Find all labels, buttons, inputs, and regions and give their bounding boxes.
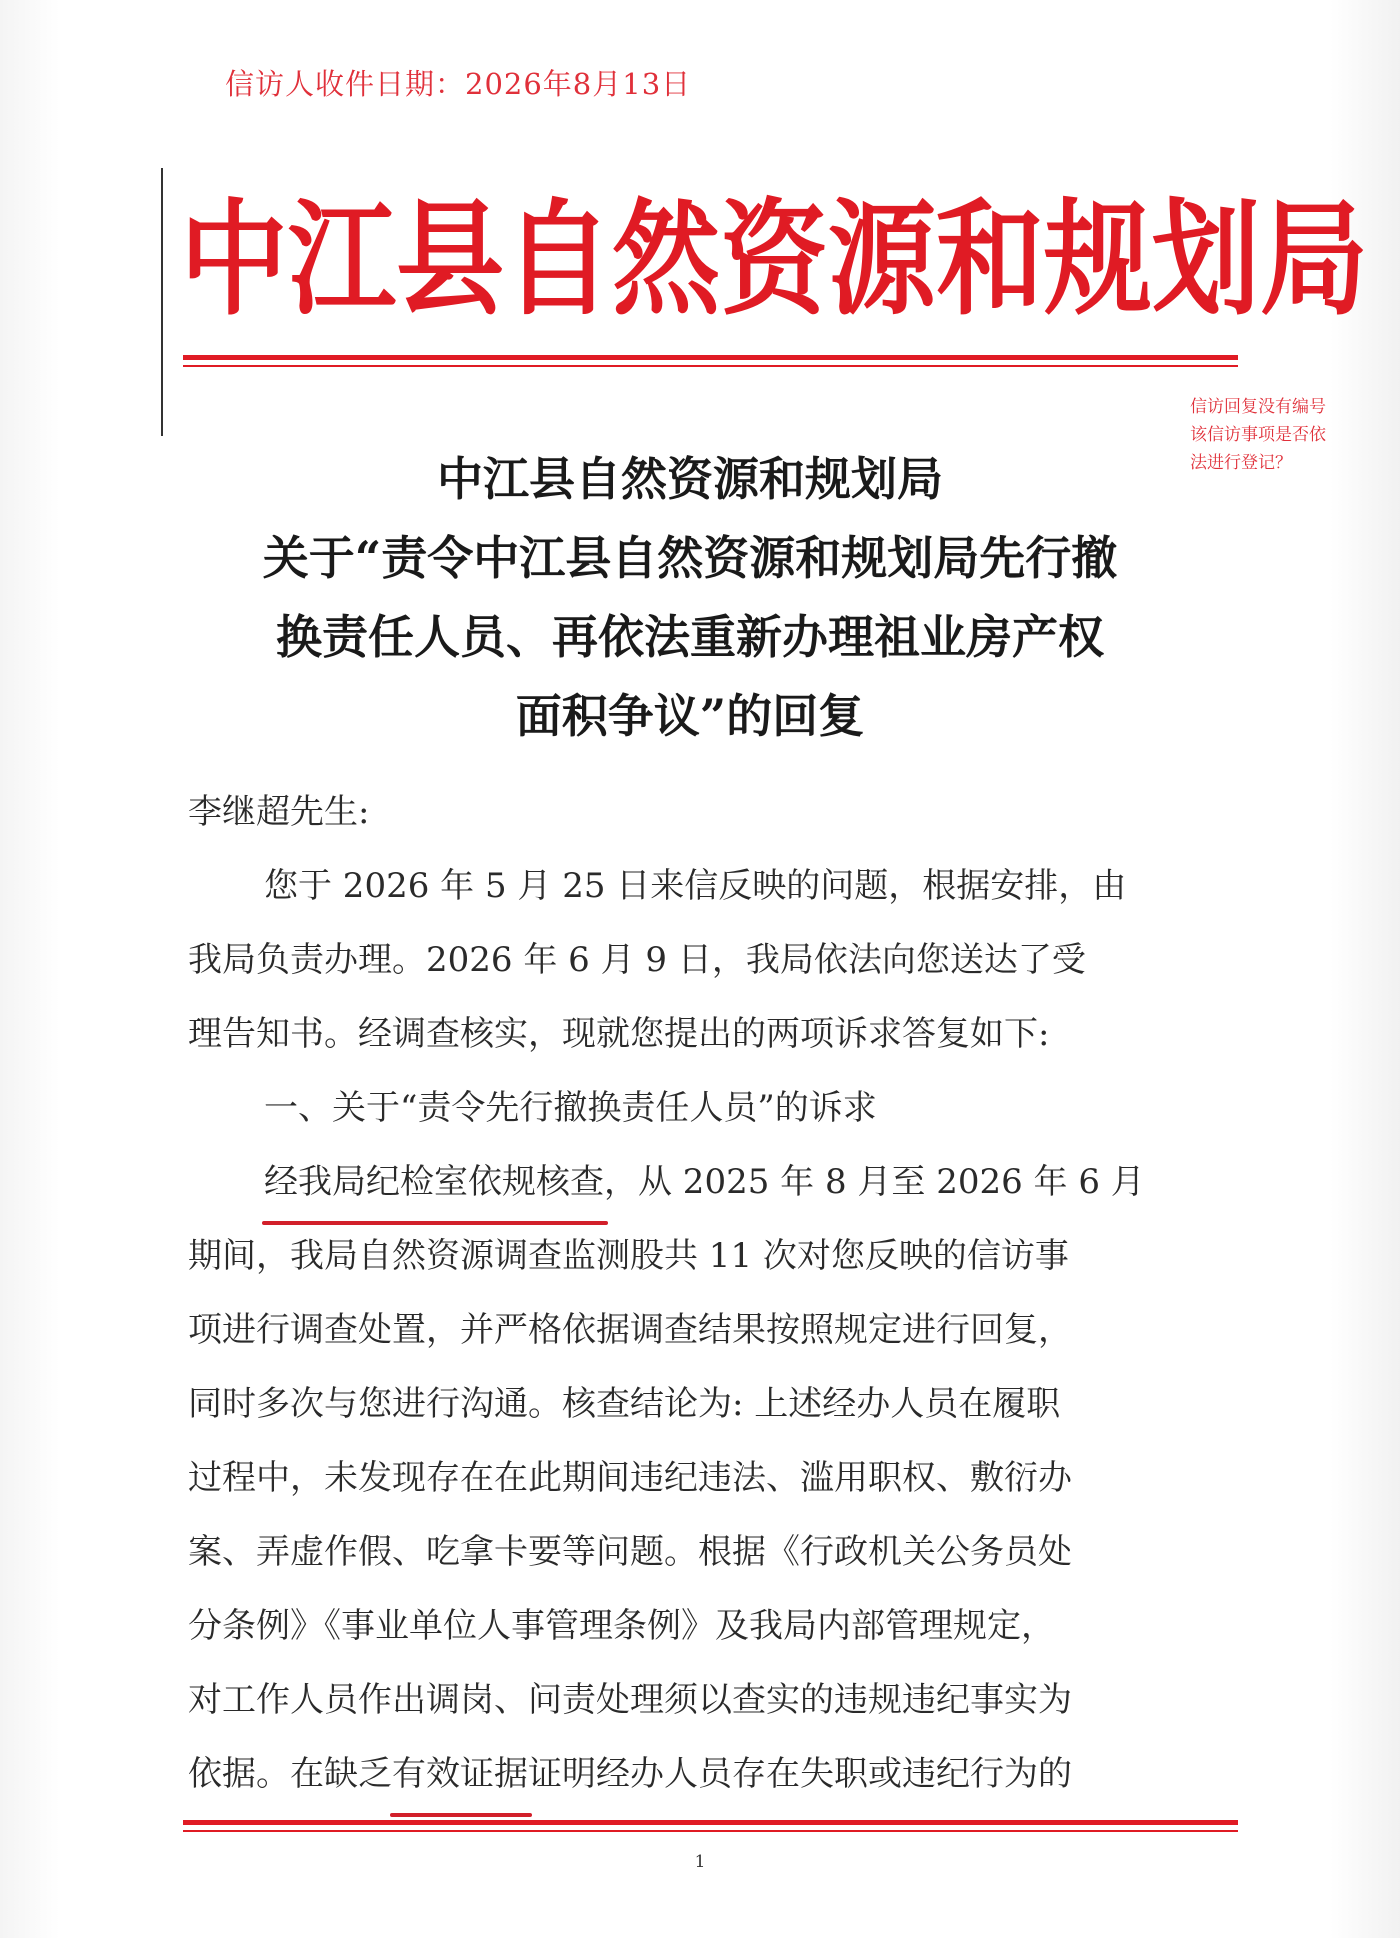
paragraph-line: 同时多次与您进行沟通。核查结论为: 上述经办人员在履职	[188, 1384, 1061, 1424]
title-line: 面积争议”的回复	[515, 689, 865, 743]
paragraph-line: 理告知书。经调查核实，现就您提出的两项诉求答复如下:	[188, 1014, 1050, 1054]
paragraph-text: 依据。在缺乏	[188, 1754, 392, 1794]
side-annotation-line: 该信访事项是否依	[1190, 425, 1326, 445]
paragraph-line: 案、弄虚作假、吃拿卡要等问题。根据《行政机关公务员处	[188, 1532, 1072, 1572]
page-number: 1	[694, 1852, 706, 1872]
paragraph-text: 证明经办人员存在失职或违纪行为的	[528, 1754, 1072, 1794]
document-title	[160, 440, 1220, 756]
underlined-phrase: 有效证据	[392, 1737, 528, 1811]
title-line: 关于“责令中江县自然资源和规划局先行撤	[262, 531, 1118, 585]
paragraph-line: 您于 2026 年 5 月 25 日来信反映的问题，根据安排，由	[264, 866, 1127, 906]
footer-rule-thick	[183, 1820, 1238, 1825]
underlined-phrase: 经我局纪检室依规核查	[264, 1145, 604, 1219]
margin-line	[161, 168, 163, 436]
paragraph-line	[188, 1145, 1188, 1219]
paragraph-line: 项进行调查处置，并严格依据调查结果按照规定进行回复，	[188, 1310, 1072, 1350]
footer-rule-thin	[183, 1830, 1238, 1832]
paragraph-line: 我局负责办理。2026 年 6 月 9 日，我局依法向您送达了受	[188, 940, 1086, 980]
paragraph-text: ，从 2025 年 8 月至 2026 年 6 月	[604, 1162, 1145, 1202]
masthead-title: 中江县自然资源和规划局	[180, 188, 1369, 333]
side-annotation-line: 法进行登记？	[1190, 453, 1292, 473]
salutation: 李继超先生:	[188, 792, 370, 832]
paragraph-line: 分条例》《事业单位人事管理条例》及我局内部管理规定，	[188, 1606, 1055, 1646]
receipt-date-annotation: 信访人收件日期：2026年8月13日	[225, 67, 692, 101]
side-annotation-line: 信访回复没有编号	[1190, 397, 1326, 417]
paragraph-line: 对工作人员作出调岗、问责处理须以查实的违规违纪事实为	[188, 1680, 1072, 1720]
title-line: 换责任人员、再依法重新办理祖业房产权	[276, 610, 1104, 664]
masthead-rule-thin	[183, 365, 1238, 367]
paragraph-line	[188, 1737, 1188, 1811]
title-line: 中江县自然资源和规划局	[437, 452, 943, 506]
paragraph-line: 过程中，未发现存在在此期间违纪违法、滥用职权、敷衍办	[188, 1458, 1072, 1498]
paragraph-line: 期间，我局自然资源调查监测股共 11 次对您反映的信访事	[188, 1236, 1069, 1276]
section-heading: 一、关于“责令先行撤换责任人员”的诉求	[264, 1088, 877, 1128]
document-body	[188, 775, 1188, 1811]
masthead-rule-thick	[183, 355, 1238, 360]
